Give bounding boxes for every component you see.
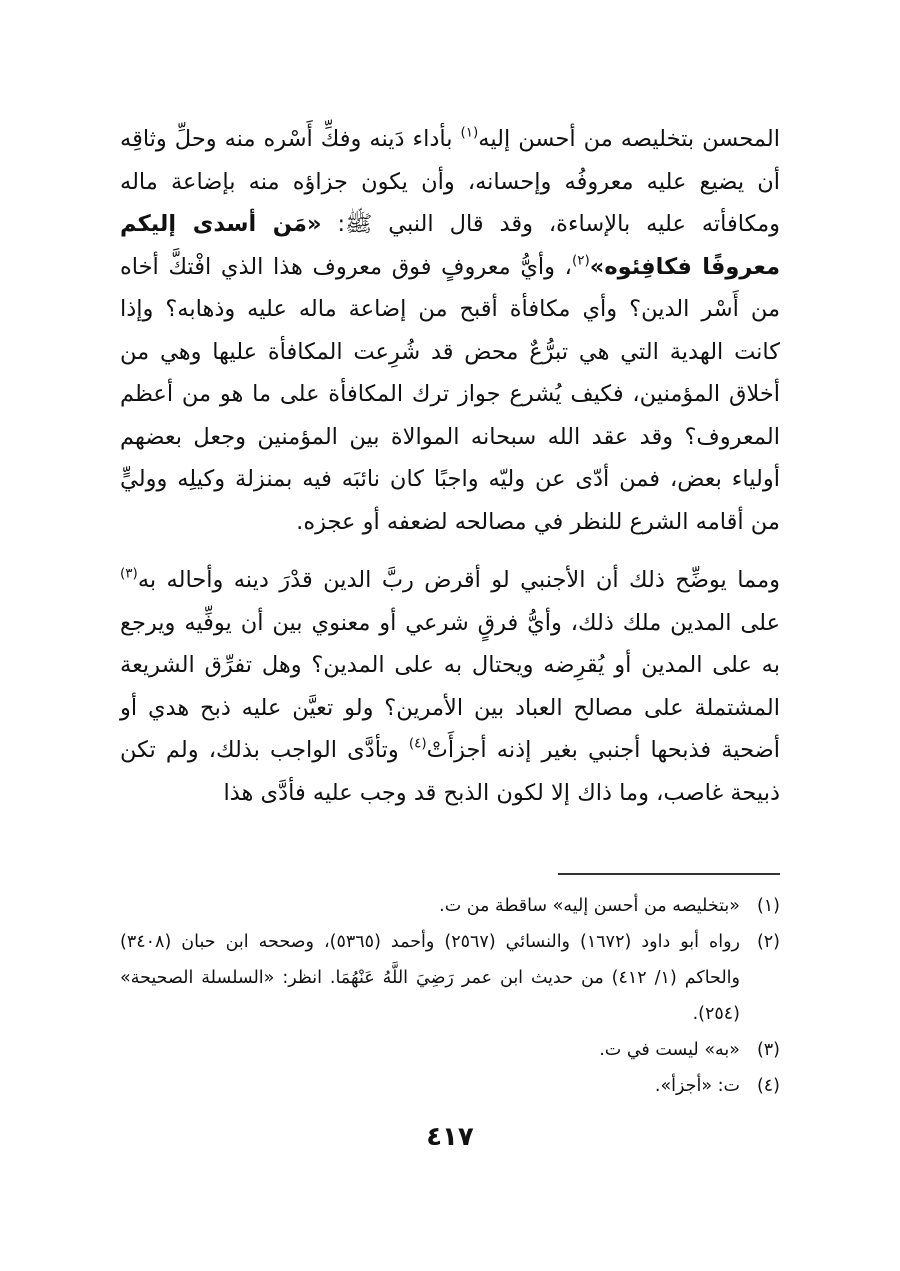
- main-text: [120, 118, 780, 814]
- text-run: وتأدَّى الواجب بذلك، ولم تكن ذبيحة غاصب، وما ذاك إلا لكون الذبح قد وجب عليه فأدَّى هذا: [120, 737, 780, 806]
- page-number: ٤١٧: [426, 1122, 474, 1152]
- footnote-text: «بتخليصه من أحسن إليه» ساقطة من ت.: [439, 896, 740, 916]
- footnote: [120, 924, 780, 1032]
- footnote-number: (١): [756, 896, 780, 916]
- footnote-text: «به» ليست في ت.: [599, 1040, 740, 1060]
- footnote-number: (٣): [756, 1040, 780, 1060]
- hadith-quote: «مَن أسدى إليكم معروفًا فكافِئوه»: [120, 211, 780, 280]
- paragraph: [120, 559, 780, 814]
- footnote-text: ت: «أجزأ».: [654, 1076, 740, 1096]
- text-run: بأداء دَينه وفكِّ أَسْره منه وحلِّ وثاقِه أن يضيع عليه معروفُه وإحسانه، وأن يكون جزاؤه منه بإضاعة ماله ومكافأته عليه بالإساءة، وقد قال النبي ﷺ:: [120, 126, 780, 237]
- text-run: على المدين ملك ذلك، وأيُّ فرقٍ شرعي أو معنوي بين أن يوفِّيه ويرجع به على المدين أو يُقرِضه ويحتال به على المدين؟ وهل تفرِّق الشريعة المشتملة على مصالح العباد بين الأمرين؟ ولو تعيَّن عليه ذبح هدي أو أضحية فذبحها أجنبي بغير إذنه أجزأَتْ: [120, 609, 780, 763]
- footnote-ref: (١): [460, 124, 479, 141]
- text-run: المحسن بتخليصه من أحسن إليه: [478, 126, 780, 152]
- footnotes: [120, 888, 780, 1104]
- footnote-number: (٤): [756, 1076, 780, 1096]
- footnote-number: (٢): [756, 932, 780, 952]
- footnote-text: رواه أبو داود (١٦٧٢) والنسائي (٢٥٦٧) وأحمد (٥٣٦٥)، وصححه ابن حبان (٣٤٠٨) والحاكم (١/ ٤١٢) من حديث ابن عمر رَضِيَ اللَّهُ عَنْهُمَا. انظر: «السلسلة الصحيحة» (٢٥٤).: [120, 932, 740, 1024]
- paragraph: [120, 118, 780, 543]
- footnote: [120, 1032, 780, 1068]
- footnote-ref: (٢): [571, 252, 590, 269]
- footnote-ref: (٣): [120, 565, 138, 582]
- footnote-ref: (٤): [408, 735, 427, 752]
- footnote: [120, 888, 780, 924]
- text-run: ومما يوضِّح ذلك أن الأجنبي لو أقرض ربَّ الدين قدْرَ دينه وأحاله به: [137, 567, 780, 593]
- footnote: [120, 1068, 780, 1104]
- footnote-divider: [558, 873, 780, 875]
- text-run: ، وأيُّ معروفٍ فوق معروف هذا الذي افْتكَّ أخاه من أَسْر الدين؟ وأي مكافأة أقبح من إضاعة ماله عليه وذهابه؟ وإذا كانت الهدية التي هي تبرُّعٌ محض قد شُرِعت المكافأة عليها وهي من أخلاق المؤمنين، فكيف يُشرع جواز ترك المكافأة على ما هو من أعظم المعروف؟ وقد عقد الله سبحانه الموالاة بين المؤمنين وجعل بعضهم أولياء بعض، فمن أدّى عن وليّه واجبًا كان نائبَه فيه بمنزلة وكيلِه ووليٍّ من أقامه الشرع للنظر في مصالحه لضعفه أو عجزه.: [120, 253, 780, 535]
